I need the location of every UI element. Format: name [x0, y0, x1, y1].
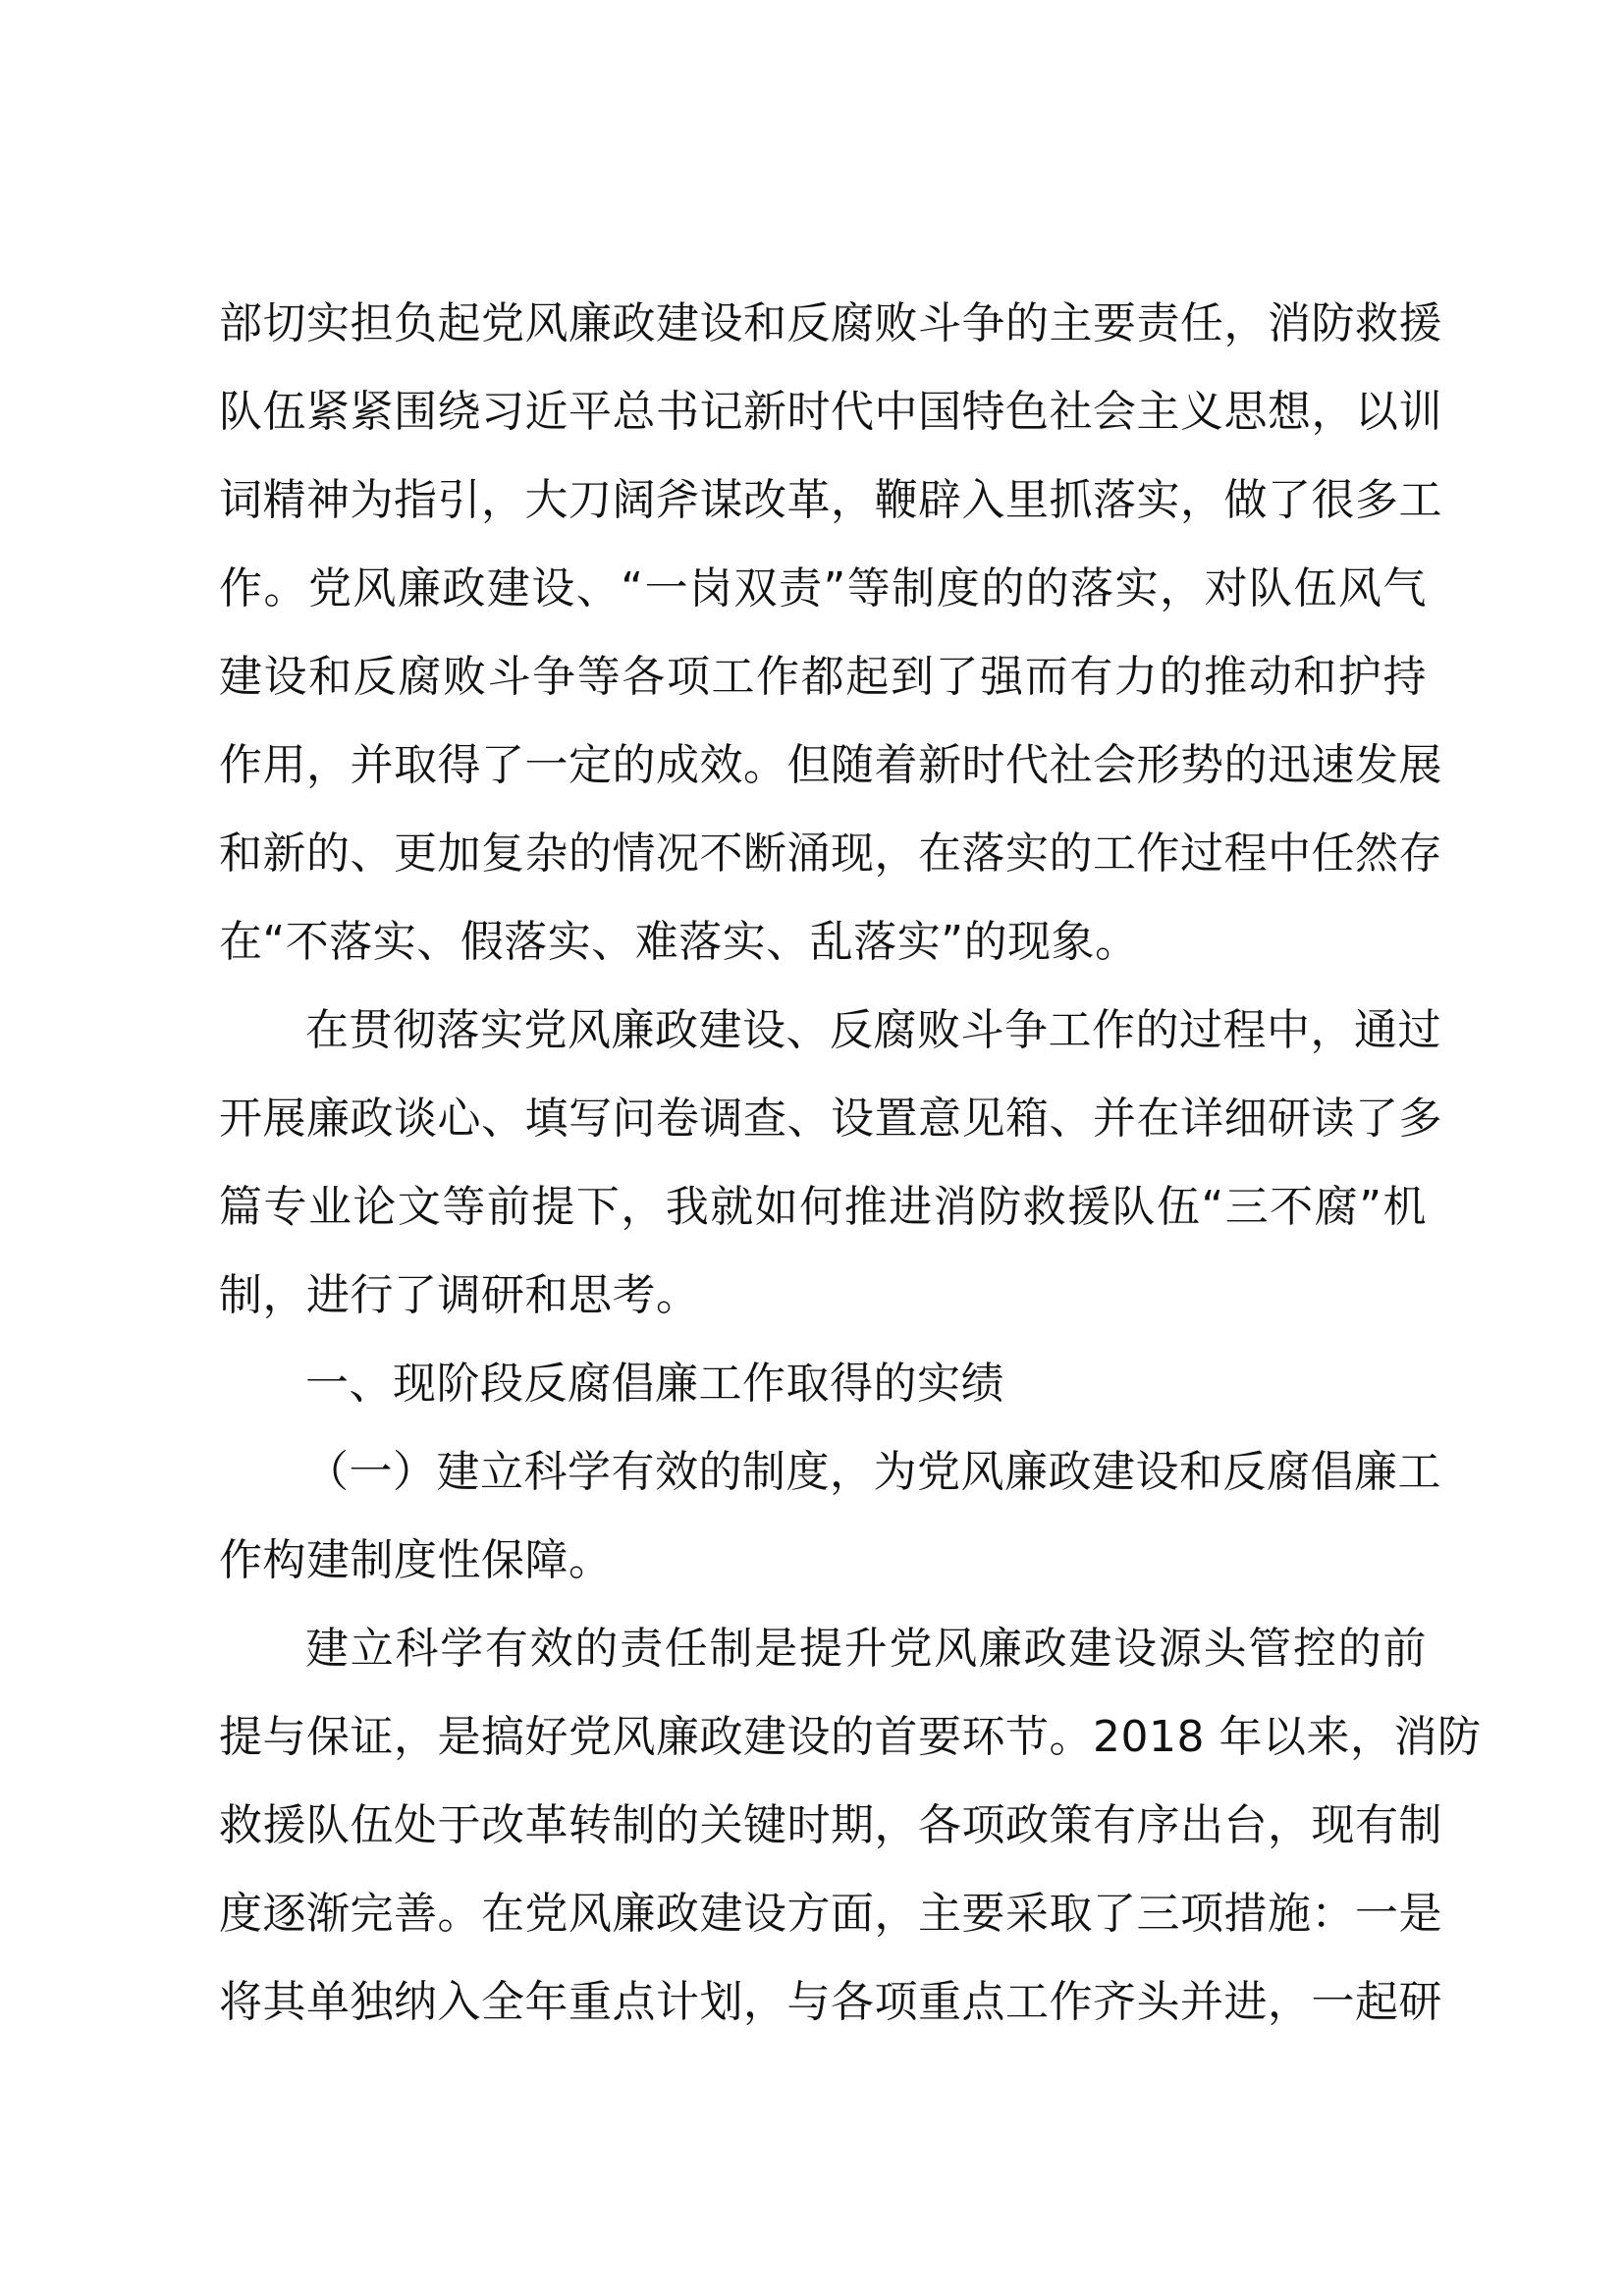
paragraph-1-line-3: 词精神为指引，大刀阔斧谋改革，鞭辟入里抓落实，做了很多工: [219, 475, 1442, 525]
paragraph-1-line-7: 和新的、更加复杂的情况不断涌现，在落实的工作过程中任然存: [219, 828, 1442, 879]
paragraph-1-line-8: 在“不落实、假落实、难落实、乱落实”的现象。: [219, 917, 1139, 967]
section-heading-1: 一、现阶段反腐倡廉工作取得的实绩: [305, 1359, 1004, 1409]
paragraph-3-line-1: 建立科学有效的责任制是提升党风廉政建设源头管控的前: [305, 1624, 1427, 1674]
paragraph-2-line-2: 开展廉政谈心、填写问卷调查、设置意见箱、并在详细研读了多: [219, 1094, 1442, 1144]
subsection-heading-line-1: （一）建立科学有效的制度，为党风廉政建设和反腐倡廉工: [305, 1447, 1441, 1497]
paragraph-3-line-2: 提与保证，是搞好党风廉政建设的首要环节。2018 年以来，消防: [219, 1712, 1482, 1762]
paragraph-1-line-5: 建设和反腐败斗争等各项工作都起到了强而有力的推动和护持: [219, 652, 1427, 702]
paragraph-1-line-2: 队伍紧紧围绕习近平总书记新时代中国特色社会主义思想，以训: [219, 387, 1442, 437]
paragraph-2-line-3: 篇专业论文等前提下，我就如何推进消防救援队伍“三不腐”机: [219, 1182, 1427, 1232]
paragraph-1-line-1: 部切实担负起党风廉政建设和反腐败斗争的主要责任，消防救援: [219, 298, 1442, 348]
paragraph-1-line-4: 作。党风廉政建设、“一岗双责”等制度的的落实，对队伍风气: [219, 563, 1427, 614]
subsection-heading-line-2: 作构建制度性保障。: [219, 1535, 613, 1585]
document-body: [219, 280, 1482, 2047]
paragraph-2-line-1: 在贯彻落实党风廉政建设、反腐败斗争工作的过程中，通过: [305, 1005, 1441, 1055]
paragraph-3-line-5: 将其单独纳入全年重点计划，与各项重点工作齐头并进，一起研: [219, 1977, 1442, 2027]
paragraph-3-line-4: 度逐渐完善。在党风廉政建设方面，主要采取了三项措施：一是: [219, 1889, 1442, 1939]
paragraph-2-line-4: 制，进行了调研和思考。: [219, 1270, 700, 1320]
paragraph-1-line-6: 作用，并取得了一定的成效。但随着新时代社会形势的迅速发展: [219, 740, 1442, 790]
paragraph-3-line-3: 救援队伍处于改革转制的关键时期，各项政策有序出台，现有制: [219, 1800, 1442, 1850]
